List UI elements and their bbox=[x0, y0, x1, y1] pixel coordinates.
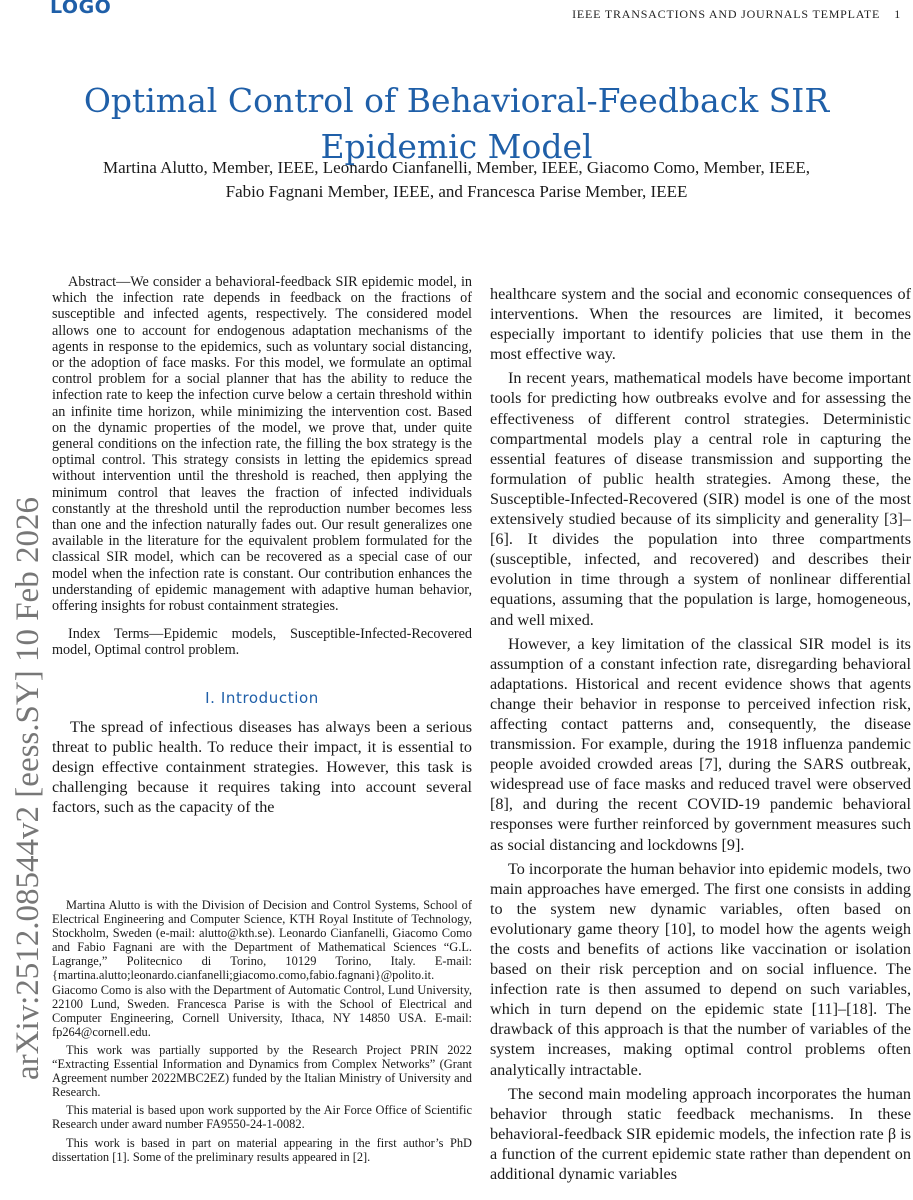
author-list bbox=[50, 156, 863, 204]
footnote-affiliations bbox=[52, 898, 472, 1039]
footnotes bbox=[52, 898, 472, 1168]
intro-paragraph: The spread of infectious diseases has always been a serious threat to public health. To reduce their impact, it is essential to design effective containment strategies. However, this task is challenging because it requires taking into account several factors, such as the capacity of the bbox=[52, 717, 472, 817]
footnote-affiliations-cont: Giacomo Como is also with the Department of Automatic Control, Lund University, 22100 Lund, Sweden. Francesca Parise is with the School of Electrical and Computer Engineering, Cornell University, Ithaca, NY 14850 USA. E-mail: fp264@cornell.edu. bbox=[52, 982, 472, 1039]
left-column bbox=[52, 274, 472, 817]
paragraph-human-behavior: To incorporate the human behavior into epidemic models, two main approaches have emerged. The first one consists in adding to the system new dynamic variables, often based on evolutionary game theory [10], to model how the agents weigh the costs and benefits of actions like vaccination or isolation based on their risk perception and on social influence. The infection rate is then assumed to depend on such variables, which in turn depend on the epidemic state [11]–[18]. The drawback of this approach is that the number of variables of the system increases, making optimal control problems often analytically intractable. bbox=[490, 859, 911, 1079]
footnote-emails: {martina.alutto;leonardo.cianfanelli;giacomo.como,fabio.fagnani}@polito.it. bbox=[52, 968, 435, 983]
page-number: 1 bbox=[894, 7, 901, 21]
paragraph-mathematical-models: In recent years, mathematical models have become important tools for predicting how outbreaks evolve and for assessing the effectiveness of different control strategies. Deterministic compartmental models play a central role in capturing the essential features of disease transmission and supporting the formulation of public health strategies. Among these, the Susceptible-Infected-Recovered (SIR) model is one of the most extensively studied because of its simplicity and generality [3]–[6]. It divides the population into three compartments (susceptible, infected, and recovered) and describes their evolution in time through a system of nonlinear differential equations, assuming that the population is large, homogeneous, and well mixed. bbox=[490, 369, 911, 629]
abstract: Abstract—We consider a behavioral-feedback SIR epidemic model, in which the infection rate depends in feedback on the fractions of susceptible and infected agents, respectively. The considered model allows one to account for endogenous adaptation mechanisms of the agents in response to the epidemics, such as voluntary social distancing, or the adoption of face masks. For this model, we formulate an optimal control problem for a social planner that has the ability to reduce the infection rate to keep the infection curve below a certain threshold within an infinite time horizon, while minimizing the intervention cost. Based on the dynamic properties of the model, we prove that, under quite general conditions on the infection rate, the filling the box strategy is the optimal control. This strategy consists in letting the epidemics spread without intervention until the threshold is reached, then applying the minimum control that leaves the fraction of infected individuals constantly at the threshold until the reproduction number becomes less than one and the infection naturally fades out. Our result generalizes one available in the literature for the equivalent problem formulated for the classical SIR model, which can be recovered as a special case of our model when the infection rate is constant. Our contribution enhances the understanding of epidemic management with adaptive human behavior, offering insights for robust containment strategies. bbox=[52, 274, 472, 615]
paragraph-key-limitation: However, a key limitation of the classical SIR model is its assumption of a constant infection rate, disregarding behavioral adaptations. Historical and recent evidence shows that agents change their behavior in response to perceived infection risk, affecting contact patterns and, consequently, the disease transmission. For example, during the 1918 influenza pandemic people avoided crowded areas [7], during the SARS outbreak, widespread use of face masks and reduced travel were observed [8], and during the recent COVID-19 pandemic behavioral responses were further reinforced by government measures such as social distancing and lockdowns [9]. bbox=[490, 634, 911, 854]
paragraph-static-feedback: The second main modeling approach incorporates the human behavior through static feedback mechanisms. In these behavioral-feedback SIR epidemic models, the infection rate β is a function of the current epidemic state rather than dependent on additional dynamic variables bbox=[490, 1084, 911, 1184]
footnote-funding-prin: This work was partially supported by the Research Project PRIN 2022 “Extracting Essential Information and Dynamics from Complex Networks” (Grant Agreement number 2022MBC2EZ) funded by the Italian Ministry of University and Research. bbox=[52, 1042, 472, 1100]
paper-title: Optimal Control of Behavioral-Feedback SIR Epidemic Model bbox=[83, 81, 830, 167]
author-line-2: Fabio Fagnani Member, IEEE, and Francesca Parise Member, IEEE bbox=[225, 182, 688, 201]
section-heading-introduction: I. Introduction bbox=[205, 688, 319, 707]
journal-logo: LOGO bbox=[50, 0, 112, 18]
running-head-title: IEEE TRANSACTIONS AND JOURNALS TEMPLATE bbox=[572, 7, 881, 21]
footnote-thesis: This work is based in part on material appearing in the first author’s PhD dissertation [1]. Some of the preliminary results appeared in [2]. bbox=[52, 1135, 472, 1164]
paragraph-healthcare: healthcare system and the social and economic consequences of interventions. When the resources are limited, it becomes especially important to identify policies that use them in the most effective way. bbox=[490, 285, 911, 364]
footnote-affiliations-text: Martina Alutto is with the Division of Decision and Control Systems, School of Electrical Engineering and Computer Science, KTH Royal Institute of Technology, Stockholm, Sweden (e-mail: alutto@kth.se). Leonardo Cianfanelli, Giacomo Como and Fabio Fagnani are with the Department of Mathematical Sciences “G.L. Lagrange,” Politecnico di Torino, 10129 Torino, Italy. E-mail: bbox=[52, 898, 472, 969]
running-head bbox=[572, 7, 901, 22]
index-terms: Index Terms—Epidemic models, Susceptible-Infected-Recovered model, Optimal control problem. bbox=[52, 626, 472, 659]
arxiv-side-identifier: arXiv:2512.08544v2 [eess.SY] 10 Feb 2026 bbox=[10, 497, 46, 1080]
footnote-funding-afosr: This material is based upon work supported by the Air Force Office of Scientific Research under award number FA9550-24-1-0082. bbox=[52, 1103, 472, 1132]
right-column bbox=[490, 284, 911, 1188]
author-line-1: Martina Alutto, Member, IEEE, Leonardo Cianfanelli, Member, IEEE, Giacomo Como, Member, IEEE, bbox=[102, 158, 811, 177]
